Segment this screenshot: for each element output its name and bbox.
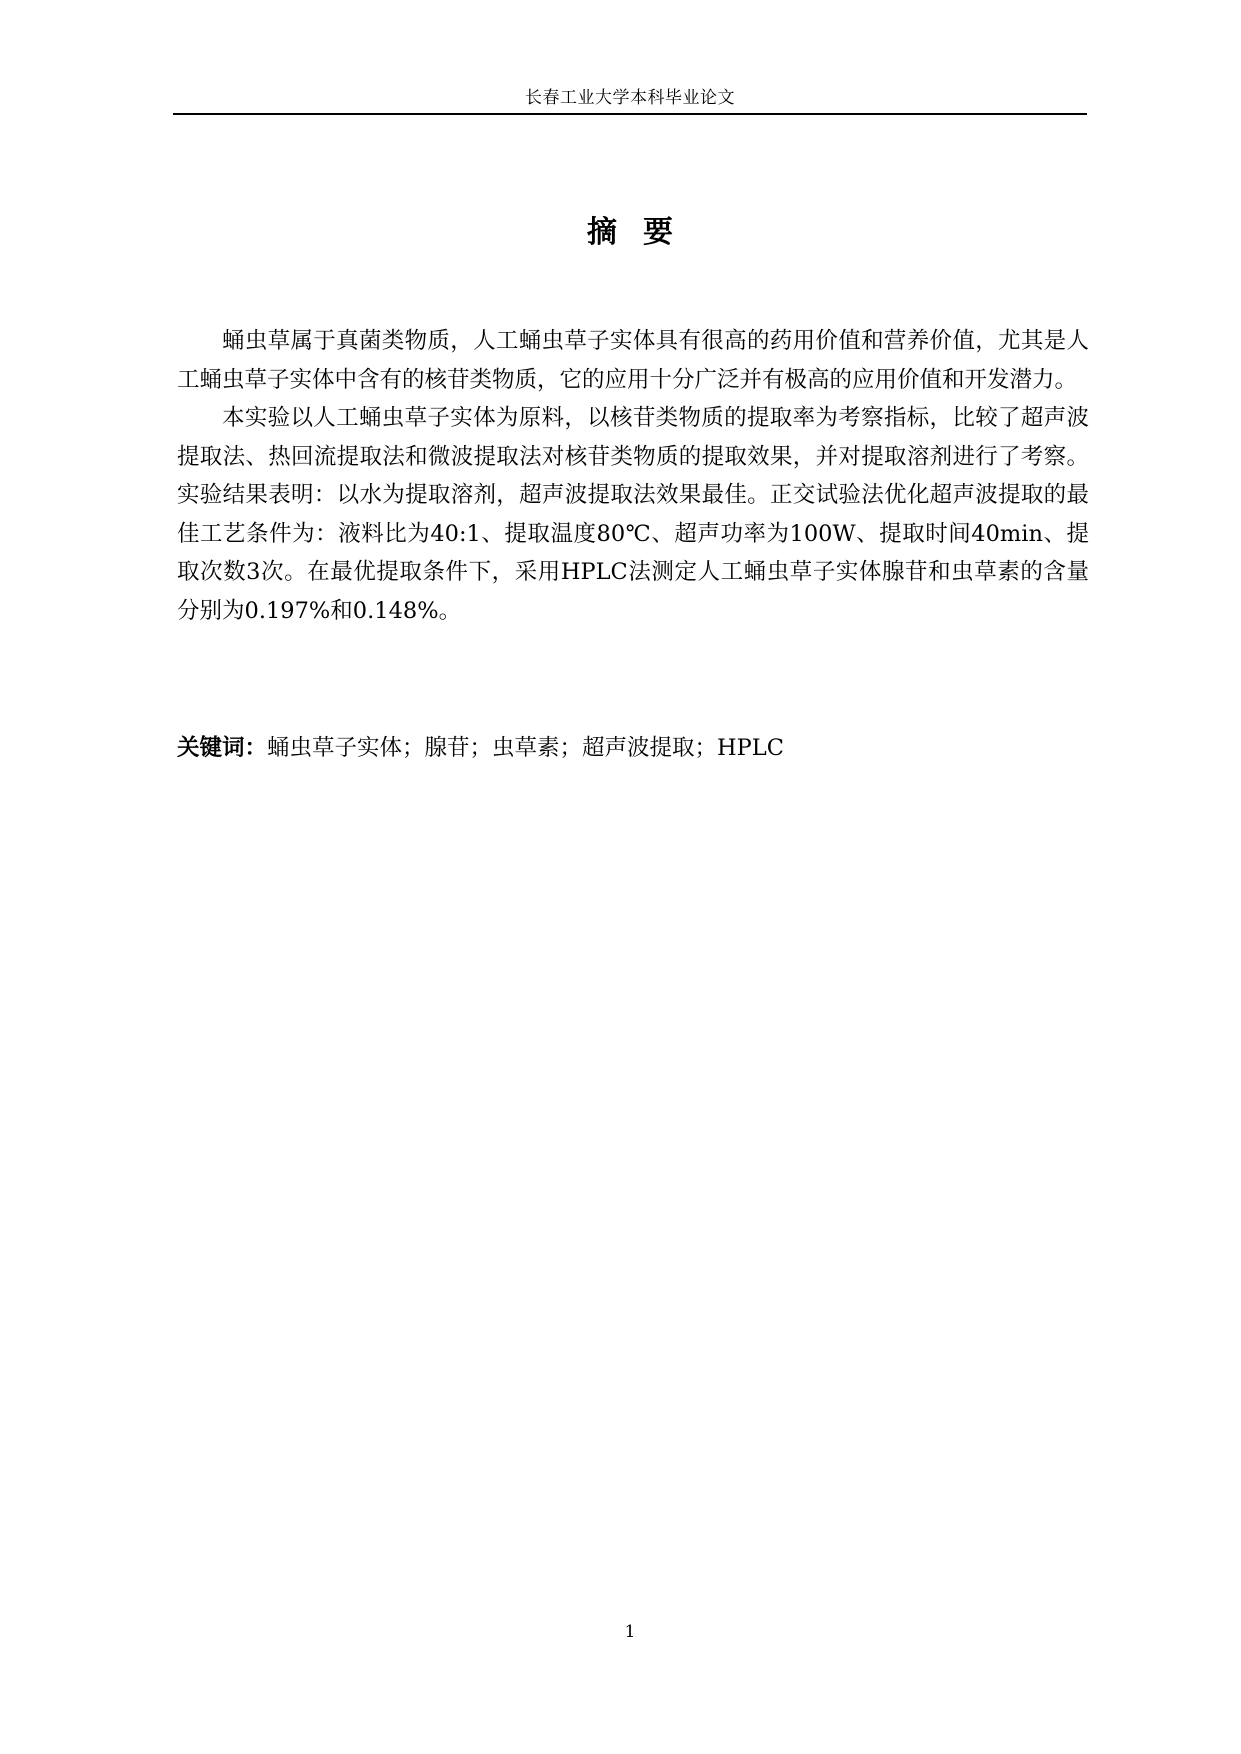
keywords-line — [177, 733, 1089, 763]
abstract-paragraph-1: 蛹虫草属于真菌类物质，人工蛹虫草子实体具有很高的药用价值和营养价值，尤其是人工蛹虫草子实体中含有的核苷类物质，它的应用十分广泛并有极高的应用价值和开发潜力。 — [177, 328, 1089, 393]
running-header: 长春工业大学本科毕业论文 — [525, 88, 735, 108]
header-rule — [173, 113, 1087, 115]
abstract-title: 摘要 — [587, 215, 699, 250]
abstract-paragraph-2: 本实验以人工蛹虫草子实体为原料，以核苷类物质的提取率为考察指标，比较了超声波提取法、热回流提取法和微波提取法对核苷类物质的提取效果，并对提取溶剂进行了考察。实验结果表明：以水为提取溶剂，超声波提取法效果最佳。正交试验法优化超声波提取的最佳工艺条件为：液料比为40:1、提取温度80℃、超声功率为100W、提取时间40min、提取次数3次。在最优提取条件下，采用HPLC法测定人工蛹虫草子实体腺苷和虫草素的含量分别为0.197%和0.148%。 — [177, 405, 1089, 624]
page-number: 1 — [624, 1622, 636, 1642]
keywords-text: 蛹虫草子实体；腺苷；虫草素；超声波提取；HPLC — [267, 735, 784, 761]
abstract-body — [177, 322, 1089, 630]
keywords-label: 关键词： — [177, 735, 268, 761]
